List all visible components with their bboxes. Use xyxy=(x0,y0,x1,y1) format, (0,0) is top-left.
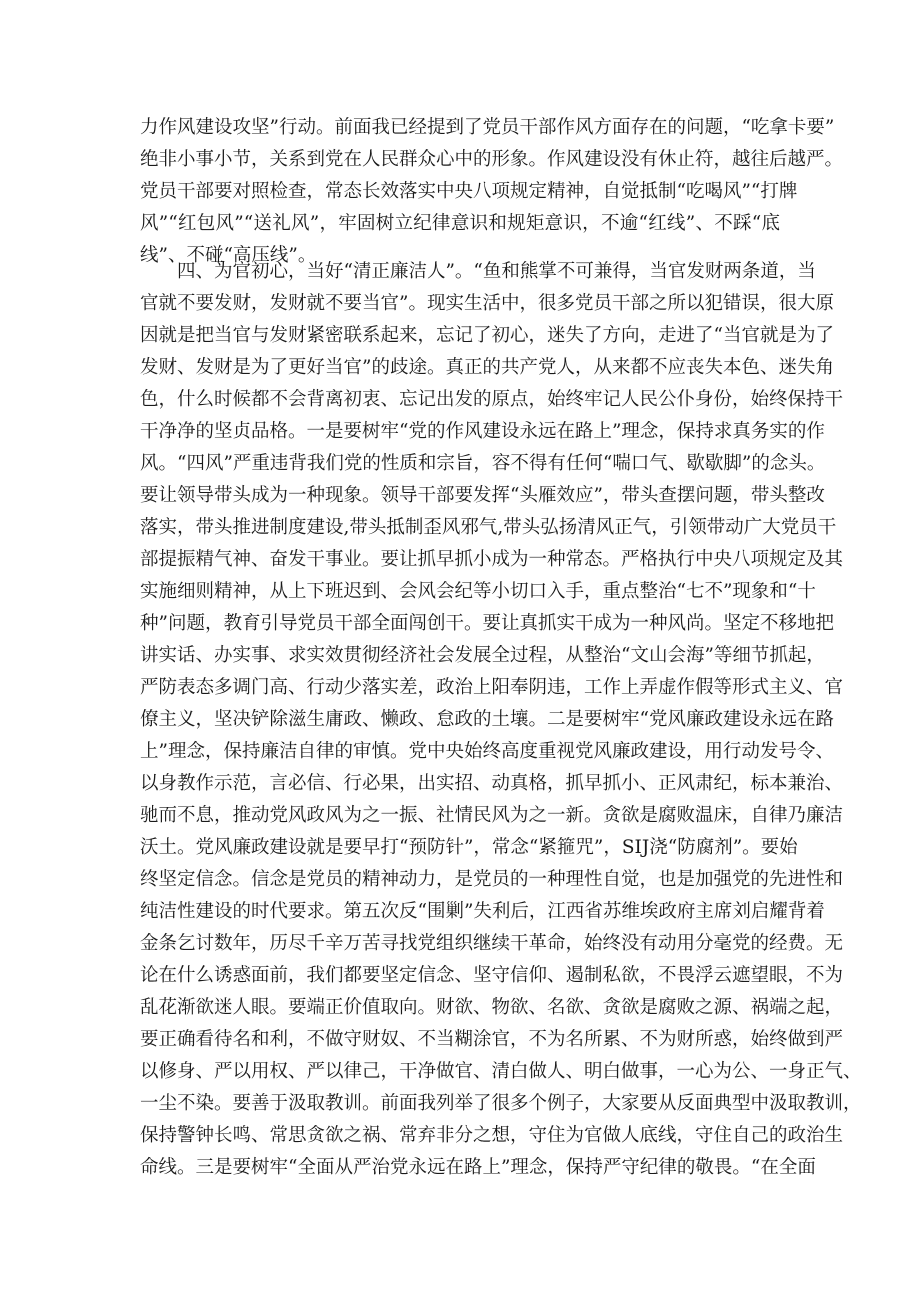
text-line: 党员干部要对照检查，常态长效落实中央八项规定精神，自觉抵制“吃喝风”“打牌 xyxy=(140,181,798,202)
text-line: 因就是把当官与发财紧密联系起来，忘记了初心，迷失了方向，走进了“当官就是为了 xyxy=(140,325,834,346)
text-line: 要正确看待名和利，不做守财奴、不当糊涂官，不为名所累、不为财所惑，始终做到严 xyxy=(140,1029,844,1050)
text-line: 部提振精气神、奋发干事业。要让抓早抓小成为一种常态。严格执行中央八项规定及其 xyxy=(140,549,844,570)
text-line: 风”“红包风”“送礼风”，牢固树立纪律意识和规矩意识，不逾“红线”、不踩“底 xyxy=(140,213,780,234)
paragraph-2 xyxy=(140,256,862,1184)
text-line: 落实，带头推进制度建设,带头抵制歪风邪气,带头弘扬清风正气，引领带动广大党员干 xyxy=(140,517,837,538)
text-line: 以身教作示范，言必信、行必果，出实招、动真格，抓早抓小、正风肃纪，标本兼治、 xyxy=(140,773,844,794)
text-line: 沃土。党风廉政建设就是要早打“预防针”，常念“紧箍咒”，SIJ浇“防腐剂”。要始 xyxy=(140,837,798,858)
text-line: 要让领导带头成为一种现象。领导干部要发挥“头雁效应”，带头查摆问题，带头整改 xyxy=(140,485,825,506)
text-line: 乱花渐欲迷人眼。要端正价值取向。财欲、物欲、名欲、贪欲是腐败之源、祸端之起， xyxy=(140,997,844,1018)
text-line: 终坚定信念。信念是党员的精神动力，是党员的一种理性自觉，也是加强党的先进性和 xyxy=(140,869,844,890)
text-line: 保持警钟长鸣、常思贪欲之祸、常弃非分之想，守住为官做人底线，守住自己的政治生 xyxy=(140,1125,844,1146)
text-line: 实施细则精神，从上下班迟到、会风会纪等小切口入手，重点整治“七不”现象和“十 xyxy=(140,581,816,602)
text-line: 一尘不染。要善于汲取教训。前面我列举了很多个例子，大家要从反面典型中汲取教训， xyxy=(140,1093,862,1114)
text-line: 风。“四风”严重违背我们党的性质和宗旨，容不得有任何“喘口气、歇歇脚”的念头。 xyxy=(140,453,826,474)
text-line: 上”理念，保持廉洁自律的审慎。党中央始终高度重视党风廉政建设，用行动发号令、 xyxy=(140,741,834,762)
text-line: 绝非小事小节，关系到党在人民群众心中的形象。作风建设没有休止符，越往后越严。 xyxy=(140,149,844,170)
text-line: 驰而不息，推动党风政风为之一振、社情民风为之一新。贪欲是腐败温床，自律乃廉洁 xyxy=(140,805,844,826)
text-line: 发财、发财是为了更好当官”的歧途。真正的共产党人，从来都不应丧失本色、迷失角 xyxy=(140,357,834,378)
text-line: 僚主义，坚决铲除滋生庸政、懒政、怠政的土壤。二是要树牢“党风廉政建设永远在路 xyxy=(140,709,834,730)
text-line: 命线。三是要树牢“全面从严治党永远在路上”理念，保持严守纪律的敬畏。“在全面 xyxy=(140,1157,816,1178)
text-line: 力作风建设攻坚”行动。前面我已经提到了党员干部作风方面存在的问题，“吃拿卡要” xyxy=(140,117,835,138)
text-line: 种”问题，教育引导党员干部全面闯创干。要让真抓实干成为一种风尚。坚定不移地把 xyxy=(140,613,834,634)
text-line: 严防表态多调门高、行动少落实差，政治上阳奉阴违，工作上弄虚作假等形式主义、官 xyxy=(140,677,844,698)
text-line: 四、为官初心，当好“清正廉洁人”。“鱼和熊掌不可兼得，当官发财两条道，当 xyxy=(140,261,816,282)
text-line: 金条乞讨数年，历尽千辛万苦寻找党组织继续干革命，始终没有动用分毫党的经费。无 xyxy=(140,933,844,954)
text-line: 干净净的坚贞品格。一是要树牢“党的作风建设永远在路上”理念，保持求真务实的作 xyxy=(140,421,825,442)
text-line: 色，什么时候都不会背离初衷、忘记出发的原点，始终牢记人民公仆身份，始终保持干 xyxy=(140,389,844,410)
text-line: 论在什么诱惑面前，我们都要坚定信念、坚守信仰、遏制私欲，不畏浮云遮望眼，不为 xyxy=(140,965,844,986)
text-line: 线”、不碰“高压线”。 xyxy=(140,245,317,266)
text-line: 纯洁性建设的时代要求。第五次反“围剿”失利后，江西省苏维埃政府主席刘启耀背着 xyxy=(140,901,825,922)
text-line: 以修身、严以用权、严以律己，干净做官、清白做人、明白做事，一心为公、一身正气、 xyxy=(140,1061,862,1082)
text-line: 讲实话、办实事、求实效贯彻经济社会发展全过程，从整治“文山会海”等细节抓起， xyxy=(140,645,825,666)
text-line: 官就不要发财，发财就不要当官”。现实生活中，很多党员干部之所以犯错误，很大原 xyxy=(140,293,834,314)
